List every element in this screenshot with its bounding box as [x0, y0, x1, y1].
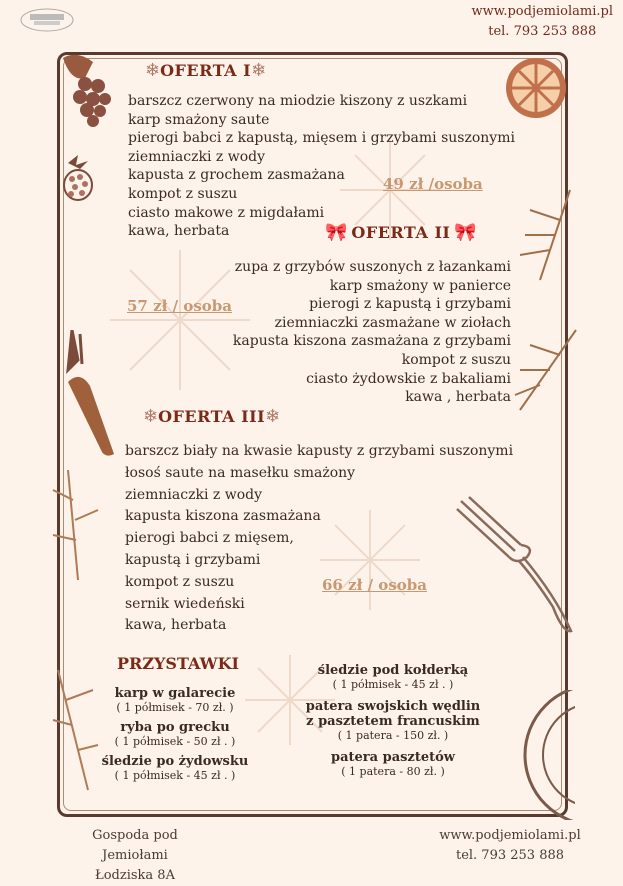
appetizer-note: ( 1 półmisek - 50 zł . ) [114, 735, 236, 748]
footer-website[interactable]: www.podjemiolami.pl [439, 828, 581, 843]
offer-2-title: OFERTA II [351, 223, 451, 242]
list-item: ciasto żydowskie z bakaliami [306, 370, 511, 387]
list-item: kompot z suszu [128, 185, 238, 202]
list-item: barszcz biały na kwasie kapusty z grzybami suszonymi [125, 443, 514, 459]
snowflake-icon: ❄ [265, 406, 281, 427]
snowflake-icon: ❄ [143, 406, 159, 427]
offer-1-heading [145, 60, 266, 81]
list-item: zupa z grzybów suszonych z łazankami [234, 259, 511, 275]
appetizer-name: ryba po grecku [120, 720, 230, 735]
appetizers-left [90, 686, 260, 782]
offer-2-items [233, 258, 511, 407]
appetizers-title: PRZYSTAWKI [117, 654, 239, 673]
appetizer-note: ( 1 półmisek - 70 zł. ) [116, 701, 234, 714]
list-item: ziemniaczki zasmażane w ziołach [274, 314, 511, 331]
appetizer-note: ( 1 półmisek - 45 zł . ) [332, 678, 454, 691]
appetizer-note: ( 1 patera - 80 zł. ) [341, 765, 445, 778]
list-item: kapustą i grzybami [125, 551, 261, 568]
offer-1-title: OFERTA I [160, 61, 252, 80]
list-item: kapusta kiszona zasmażana [125, 508, 321, 525]
list-item: pierogi babci z kapustą, mięsem i grzybami suszonymi [128, 130, 515, 147]
appetizer-name: karp w galarecie [114, 686, 236, 701]
snowflake-icon: ❄ [251, 60, 267, 81]
offer-3-title: OFERTA III [158, 407, 266, 426]
list-item: karp smażony saute [128, 111, 270, 128]
footer-contact [425, 826, 595, 866]
offer-3-items [125, 441, 513, 637]
list-item: kapusta kiszona zasmażana z grzybami [232, 333, 511, 350]
appetizer-name-line2: z pasztetem francuskim [306, 714, 480, 729]
offer-3-price: 66 zł / osoba [322, 576, 427, 594]
footer-address [60, 826, 210, 886]
list-item: sernik wiedeński [125, 595, 245, 612]
appetizer-name: patera swojskich wędlin [305, 699, 481, 714]
footer-street: Łodziska 8A [95, 868, 175, 883]
header-phone: tel. 793 253 888 [488, 24, 597, 39]
appetizer-note: ( 1 półmisek - 45 zł . ) [114, 769, 236, 782]
list-item: pierogi z kapustą i grzybami [309, 296, 511, 313]
footer-name: Gospoda pod Jemiołami [92, 828, 178, 863]
logo-icon [18, 4, 76, 34]
list-item: kawa, herbata [128, 223, 230, 240]
appetizer-note: ( 1 patera - 150 zł. ) [337, 729, 449, 742]
bow-icon: 🎀 [325, 222, 348, 243]
offer-2-heading [325, 222, 477, 243]
offer-2-price: 57 zł / osoba [127, 297, 232, 315]
appetizer-name: śledzie pod kołderką [317, 663, 469, 678]
header-contact [472, 2, 613, 42]
list-item: kompot z suszu [401, 351, 511, 368]
snowflake-icon: ❄ [145, 60, 161, 81]
list-item: kompot z suszu [125, 573, 235, 590]
appetizers-right [298, 663, 488, 778]
list-item: kawa , herbata [405, 389, 511, 406]
offer-1-price: 49 zł /osoba [383, 175, 483, 193]
list-item: pierogi babci z mięsem, [125, 530, 294, 547]
list-item: karp smażony w panierce [329, 277, 511, 294]
list-item: ziemniaczki z wody [125, 486, 262, 503]
list-item: barszcz czerwony na miodzie kiszony z uszkami [128, 93, 468, 109]
header-website[interactable]: www.podjemiolami.pl [471, 4, 613, 19]
offer-1-items [128, 92, 515, 241]
list-item: ziemniaczki z wody [128, 148, 265, 165]
bow-icon: 🎀 [454, 222, 477, 243]
list-item: ciasto makowe z migdałami [128, 204, 325, 221]
appetizer-name: śledzie po żydowsku [101, 754, 249, 769]
footer-phone: tel. 793 253 888 [455, 848, 565, 863]
list-item: kawa, herbata [125, 617, 227, 634]
list-item: łosoś saute na masełku smażony [125, 464, 356, 481]
appetizer-name: patera pasztetów [331, 750, 455, 765]
offer-3-heading [143, 406, 280, 427]
list-item: kapusta z grochem zasmażana [128, 167, 345, 184]
